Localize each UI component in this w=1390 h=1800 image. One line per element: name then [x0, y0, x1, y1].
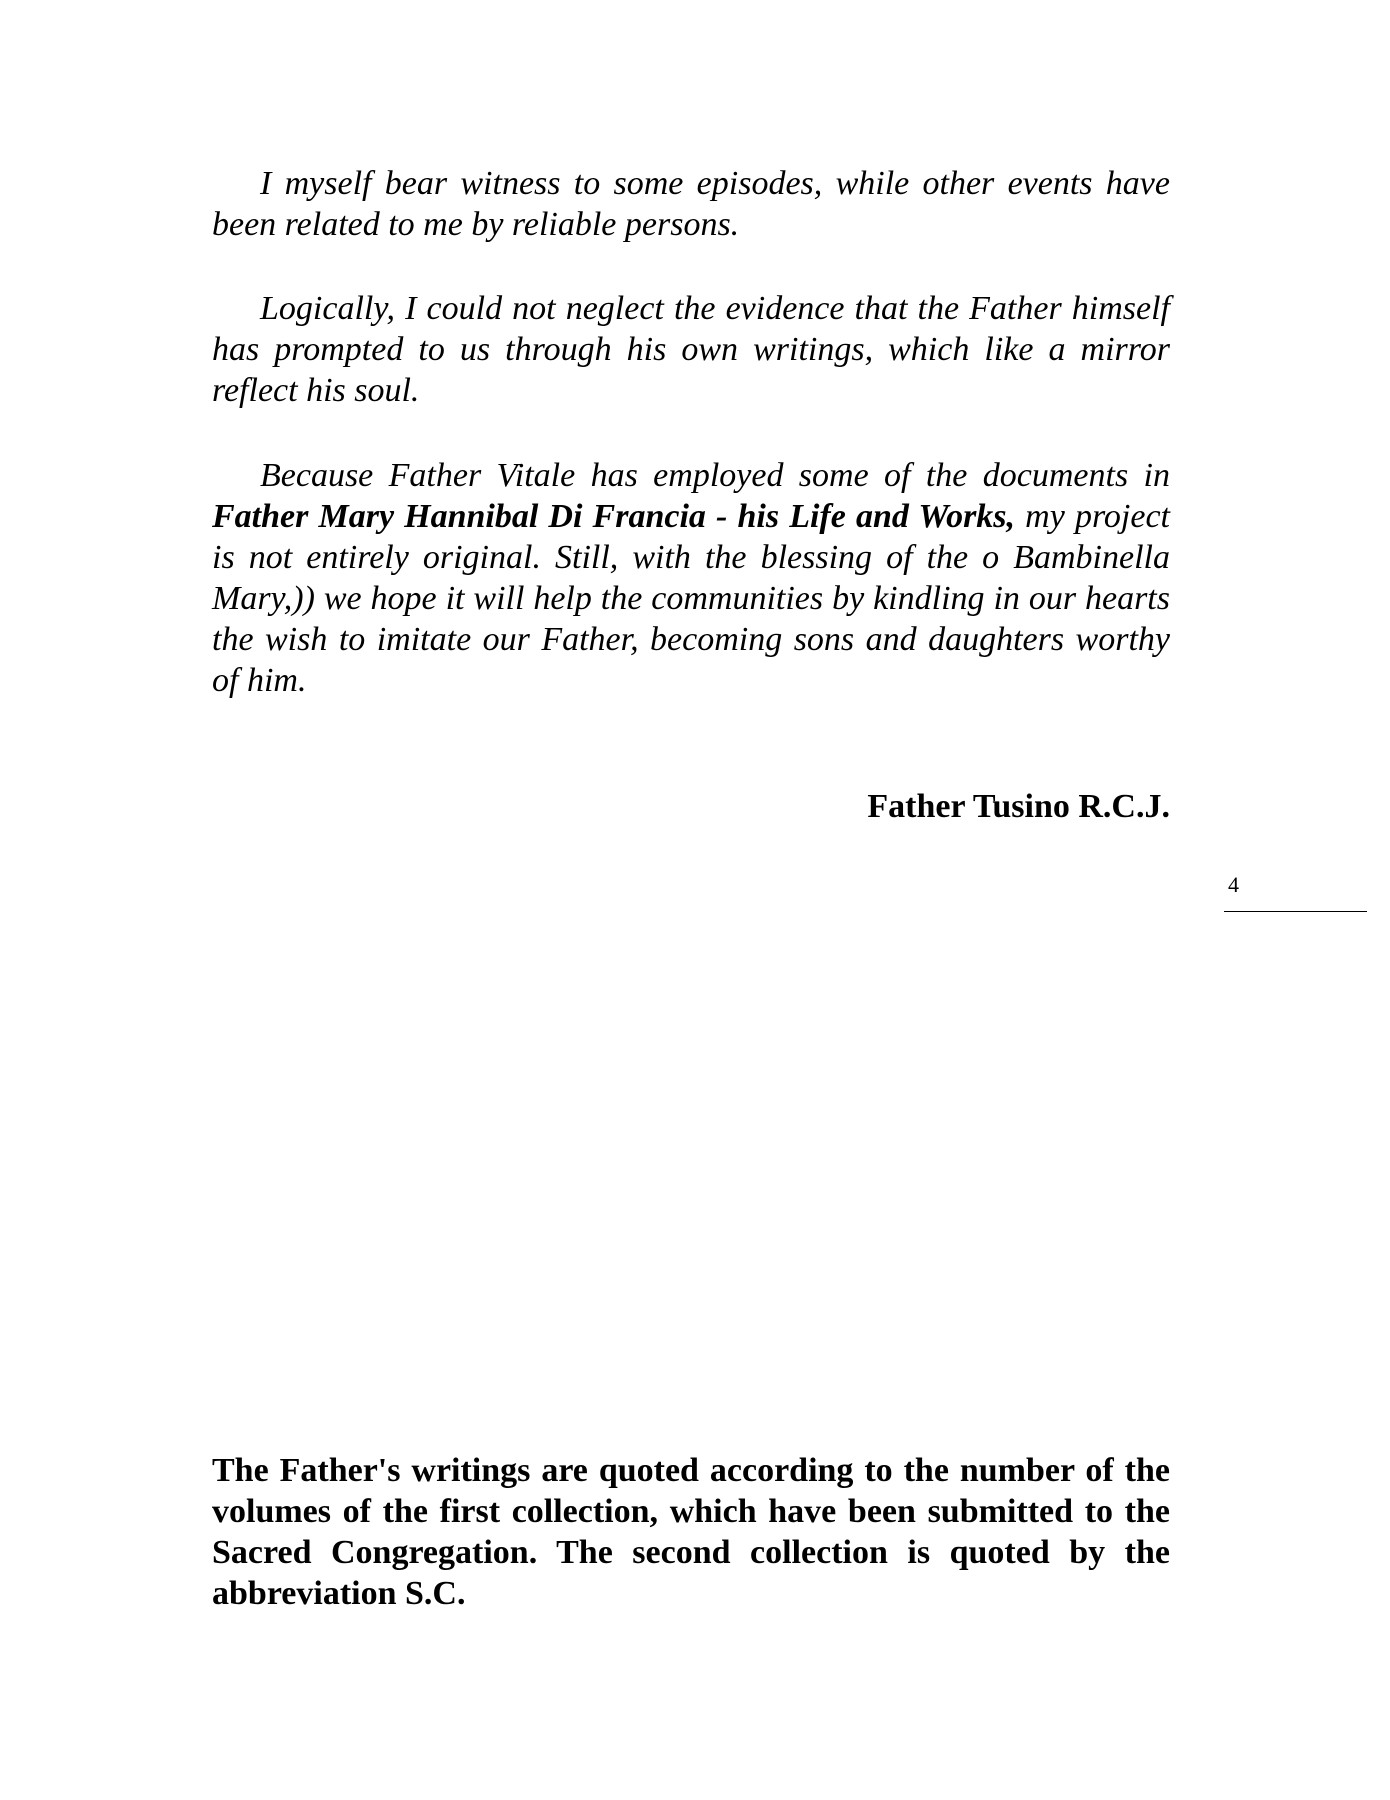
page-number-rule: [1224, 911, 1367, 912]
paragraph-project: [212, 455, 1170, 701]
paragraph-witness: [212, 163, 1170, 245]
paragraph-witness-text: I myself bear witness to some episodes, while other events have been related to me by reliable persons.: [212, 165, 1170, 243]
book-title: Father Mary Hannibal Di Francia - his Life and Works,: [212, 498, 1016, 535]
paragraph-evidence-text: Logically, I could not neglect the evidence that the Father himself has prompted to us through his own writings, which like a mirror reflect his soul.: [212, 290, 1170, 409]
writings-citation-note: The Father's writings are quoted according to the number of the volumes of the first collection, which have been submitted to the Sacred Congregation. The second collection is quoted by the abbreviation S.C.: [212, 1452, 1170, 1612]
paragraph-project-after: my project is not entirely original. Still, with the blessing of the o Bambinella Mary,)) we hope it will help the communities by kindling in our hearts the wish to imitate our Father, becoming sons and daughters worthy of him.: [212, 498, 1170, 699]
signature: Father Tusino R.C.J.: [867, 788, 1170, 825]
page-number: 4: [1228, 872, 1239, 897]
paragraph-evidence: [212, 288, 1170, 411]
paragraph-project-before: Because Father Vitale has employed some of the documents in: [260, 457, 1170, 494]
